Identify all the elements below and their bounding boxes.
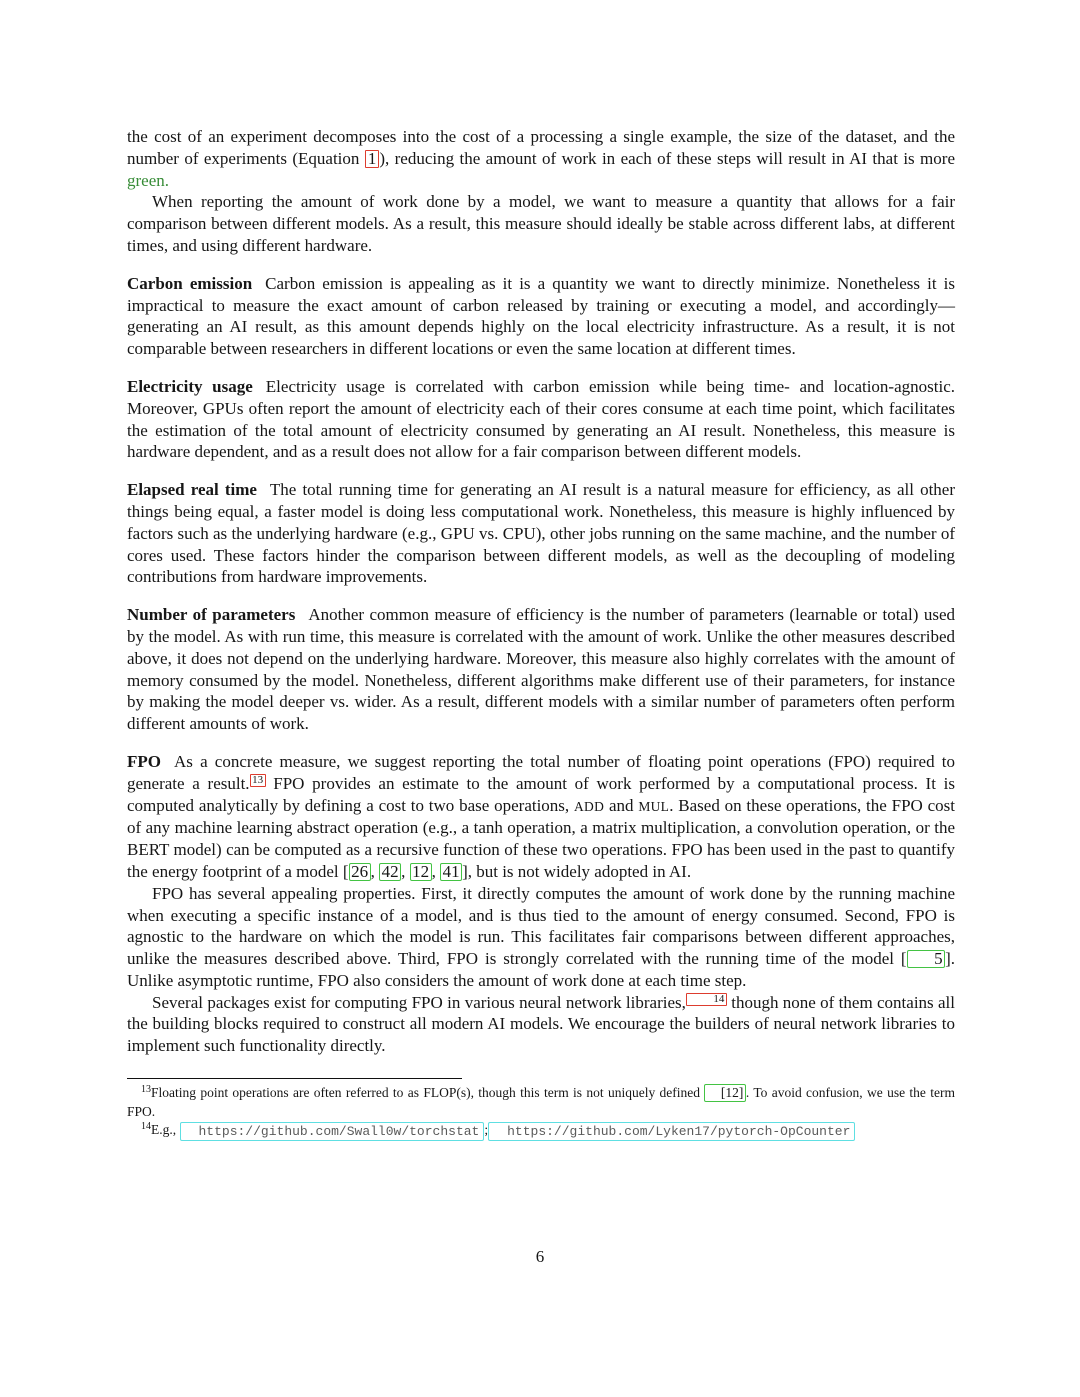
section-heading: Elapsed real time [127, 480, 257, 500]
text-run: As a concrete measure, we suggest reporting the total number of floating point operations (FPO) required to generate a result. [127, 751, 955, 793]
footnote [127, 1084, 955, 1121]
paragraph [127, 273, 955, 360]
text-run: Electricity usage is correlated with carbon emission while being time- and location-agnostic. Moreover, GPUs often report the amount of electricity each of their cores consume at each time point, which facilitates the estimation of the total amount of electricity consumed by generating an AI result. Nonetheless, this measure is hardware dependent, and as a result does not allow for a fair comparison between different models. [127, 376, 955, 462]
text-run: , [431, 861, 441, 881]
url-link[interactable]: https://github.com/Lyken17/pytorch-OpCounter [488, 1122, 855, 1141]
citation-link[interactable]: 12 [410, 863, 432, 881]
text-run: ], but is not widely adopted in AI. [462, 861, 692, 881]
paragraph [127, 479, 955, 588]
paragraph [127, 992, 955, 1057]
paragraph [127, 883, 955, 992]
text-run: . To avoid confusion, we use the term FPO. [127, 1085, 955, 1119]
section-heading: Electricity usage [127, 376, 253, 396]
footnote-marker-link[interactable]: 13 [250, 774, 266, 787]
paragraph [127, 191, 955, 256]
footnote [127, 1121, 955, 1141]
footnote-marker-link[interactable]: 14 [686, 993, 727, 1006]
citation-link[interactable]: 5 [907, 950, 946, 968]
section-heading: Carbon emission [127, 273, 253, 293]
page-number: 6 [535, 1247, 545, 1266]
footnote-list [127, 1084, 955, 1141]
text-run: ]. Unlike asymptotic runtime, FPO also considers the amount of work done at each time step. [127, 949, 955, 990]
text-run: Carbon emission is appealing as it is a quantity we want to directly minimize. Nonetheless it is impractical to measure the exact amount of carbon released by training or executing a model, and accordingly—generating an AI result, as this amount depends highly on the local electricity infrastructure. As a result, it is not comparable between researchers in different locations or even the same location at different times. [127, 273, 955, 359]
smallcaps-term: MUL [638, 798, 670, 814]
footnote-number: 13 [141, 1084, 151, 1095]
equation-ref-link[interactable]: 1 [365, 150, 380, 168]
footnote-area [127, 1078, 955, 1141]
url-link[interactable]: https://github.com/Swall0w/torchstat [180, 1122, 485, 1141]
citation-link[interactable]: 26 [349, 863, 371, 881]
text-run: The total running time for generating an AI result is a natural measure for efficiency, as all other things being equal, a faster model is doing less computational work. Nonetheless, this measure is highly influenced by factors such as the underlying hardware (e.g., GPU vs. CPU), other jobs running on the same machine, and the number of cores used. These factors hinder the comparison between different models, as well as the decoupling of modeling contributions from hardware improvements. [127, 480, 955, 587]
text-run: E.g., [151, 1122, 180, 1137]
text-run: , [370, 861, 380, 881]
section-heading: Number of parameters [127, 605, 296, 625]
green-word: green. [127, 170, 170, 190]
paragraph [127, 604, 955, 735]
citation-link[interactable]: 42 [379, 863, 401, 881]
text-run: the cost of an experiment decomposes into the cost of a processing a single example, the size of the dataset, and the number of experiments (Equation [127, 127, 955, 168]
text-run: When reporting the amount of work done by a model, we want to measure a quantity that allows for a fair comparison between different models. As a result, this measure should ideally be stable across different labs, at different times, and using different hardware. [127, 192, 955, 255]
paragraph [127, 126, 955, 191]
footnote-separator-rule [127, 1078, 462, 1079]
text-run: Another common measure of efficiency is the number of parameters (learnable or total) used by the model. As with run time, this measure is correlated with the amount of work. Unlike the other measures described above, it does not depend on the underlying hardware. Moreover, this measure also highly correlates with the amount of memory consumed by the model. Nonetheless, different algorithms make different use of their parameters, for instance by making the model deeper vs. wider. As a result, different models with a similar number of parameters often perform different amounts of work. [127, 605, 955, 734]
text-run: . Based on these operations, the FPO cost of any machine learning abstract operation (e.g., a tanh operation, a matrix multiplication, a convolution operation, or the BERT model) can be computed as a recursive function of these two operations. FPO has been used in the past to quantify the energy footprint of a model [ [127, 795, 955, 881]
text-run: FPO has several appealing properties. First, it directly computes the amount of work done by the running machine when executing a specific instance of a model, and is thus tied to the amount of energy consumed. Second, FPO is agnostic to the hardware on which the model is run. This facilitates fair comparisons between different approaches, unlike the measures described above. Third, FPO is strongly correlated with the running time of the model [ [127, 883, 955, 969]
text-run: though none of them contains all the building blocks required to construct all modern AI models. We encourage the builders of neural network libraries to implement such functionality directly. [127, 992, 955, 1056]
smallcaps-term: ADD [573, 798, 605, 814]
text-run: and [604, 795, 639, 815]
text-run: , [401, 861, 410, 881]
text-run: Several packages exist for computing FPO in various neural network libraries, [152, 992, 686, 1012]
footnote-number: 14 [141, 1121, 151, 1132]
paragraph [127, 751, 955, 883]
text-run: ; [484, 1122, 489, 1137]
citation-link[interactable]: 41 [440, 863, 462, 881]
paragraph [127, 376, 955, 463]
text-run: FPO provides an estimate to the amount of work performed by a computational process. It is computed analytically by defining a cost to two base operations, [127, 773, 955, 815]
text-run: ), reducing the amount of work in each of these steps will result in AI that is more [379, 148, 955, 168]
citation-link[interactable]: [12] [704, 1084, 746, 1102]
page-body-text [127, 126, 955, 1057]
section-heading: FPO [127, 751, 161, 771]
text-run: Floating point operations are often referred to as FLOP(s), though this term is not uniquely defined [151, 1085, 705, 1100]
